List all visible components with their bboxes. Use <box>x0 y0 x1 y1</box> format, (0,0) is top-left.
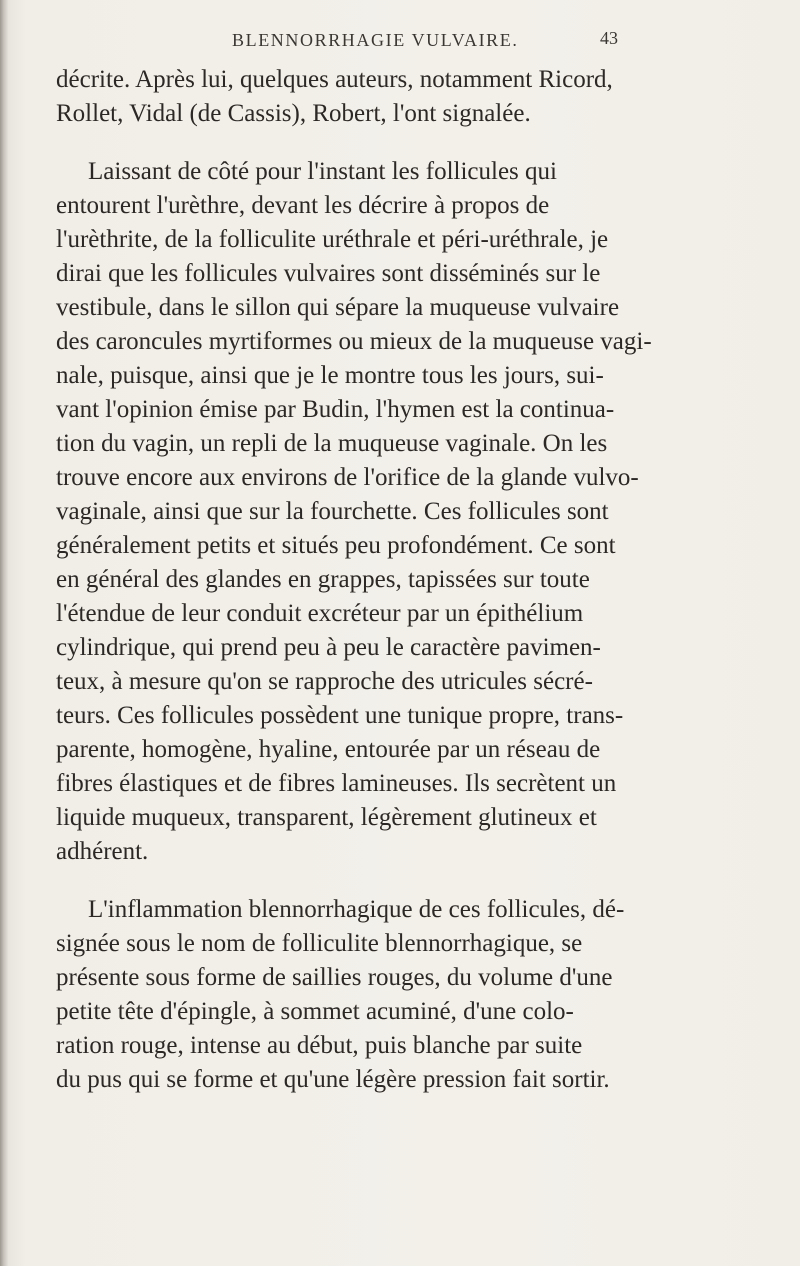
text-line: teurs. Ces follicules possèdent une tunique propre, trans- <box>56 702 624 729</box>
text-line: petite tête d'épingle, à sommet acuminé, d'une colo- <box>56 998 574 1025</box>
text-line: l'urèthrite, de la folliculite uréthrale et péri-uréthrale, je <box>56 226 609 253</box>
text-line: liquide muqueux, transparent, légèrement glutineux et <box>56 804 597 831</box>
text-line: l'étendue de leur conduit excréteur par un épithélium <box>56 600 584 627</box>
text-line: présente sous forme de saillies rouges, du volume d'une <box>56 964 613 991</box>
text-line: généralement petits et situés peu profondément. Ce sont <box>56 532 616 559</box>
text-line: des caroncules myrtiformes ou mieux de la muqueuse vagi- <box>56 328 652 355</box>
paragraph-gap <box>56 869 746 893</box>
text-line: dirai que les follicules vulvaires sont disséminés sur le <box>56 260 601 287</box>
binding-edge <box>0 0 8 1266</box>
text-line: vant l'opinion émise par Budin, l'hymen est la continua- <box>56 396 615 423</box>
text-line: adhérent. <box>56 838 149 865</box>
text-line: vaginale, ainsi que sur la fourchette. Ces follicules sont <box>56 498 609 525</box>
paragraph-inflammation <box>56 893 746 1097</box>
text-line: parente, homogène, hyaline, entourée par un réseau de <box>56 736 601 763</box>
page-number: 43 <box>600 28 618 48</box>
text-line: L'inflammation blennorrhagique de ces follicules, dé- <box>88 896 625 923</box>
text-line: Rollet, Vidal (de Cassis), Robert, l'ont signalée. <box>56 100 531 127</box>
paragraph-follicles <box>56 155 746 869</box>
text-line: nale, puisque, ainsi que je le montre tous les jours, sui- <box>56 362 604 389</box>
paragraph-continuation <box>56 63 746 131</box>
text-line: signée sous le nom de folliculite blennorrhagique, se <box>56 930 583 957</box>
body-text <box>56 63 746 1097</box>
text-line: vestibule, dans le sillon qui sépare la muqueuse vulvaire <box>56 294 620 321</box>
paragraph-gap <box>56 131 746 155</box>
text-line: entourent l'urèthre, devant les décrire à propos de <box>56 192 550 219</box>
text-line: tion du vagin, un repli de la muqueuse vaginale. On les <box>56 430 608 457</box>
text-line: en général des glandes en grappes, tapissées sur toute <box>56 566 590 593</box>
text-line: cylindrique, qui prend peu à peu le caractère pavimen- <box>56 634 601 661</box>
text-line: ration rouge, intense au début, puis blanche par suite <box>56 1032 583 1059</box>
text-line: trouve encore aux environs de l'orifice de la glande vulvo- <box>56 464 639 491</box>
running-title: BLENNORRHAGIE VULVAIRE. <box>232 30 519 50</box>
text-line: Laissant de côté pour l'instant les follicules qui <box>88 158 557 185</box>
text-line: du pus qui se forme et qu'une légère pression fait sortir. <box>56 1066 610 1093</box>
text-line: teux, à mesure qu'on se rapproche des utricules sécré- <box>56 668 593 695</box>
text-line: décrite. Après lui, quelques auteurs, notamment Ricord, <box>56 66 613 93</box>
text-line: fibres élastiques et de fibres lamineuses. Ils secrètent un <box>56 770 617 797</box>
